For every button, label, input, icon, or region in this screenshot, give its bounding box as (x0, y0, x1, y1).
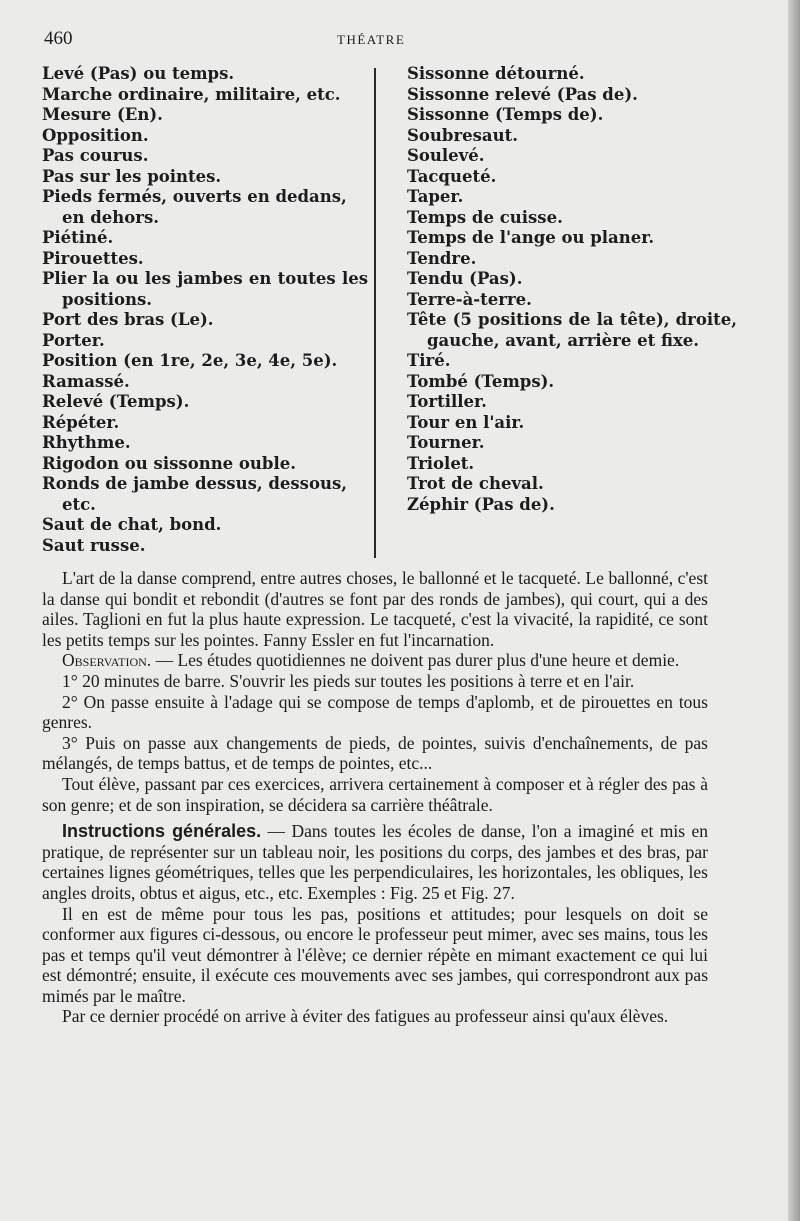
term-item: Temps de cuisse. (407, 207, 563, 227)
term-item: Levé (Pas) ou temps. (42, 64, 235, 83)
instructions-text: — Dans toutes les écoles de danse, l'on a imaginé et mis en pratique, de représenter sur un tableau noir, les positions du corps, des jambes et des bras, par certaines lignes géométriques, telles que les perpendiculaires, les horizontales, les obliques, les angles droits, obtus et aigus, etc., etc. Exemples : Fig. 25 et Fig. 27. (42, 821, 708, 903)
observation-text: — Les études quotidiennes ne doivent pas durer plus d'une heure et demie. (151, 650, 680, 671)
term-item: Piétiné. (42, 228, 114, 247)
term-item: Relevé (Temps). (42, 392, 190, 411)
term-item: Pirouettes. (42, 248, 144, 268)
term-columns (0, 64, 790, 558)
observation-label: Observation. (62, 650, 152, 671)
term-item: Pieds fermés, ouverts en dedans, en dehors. (42, 187, 347, 227)
left-term-list (42, 64, 368, 556)
paragraph-instructions (42, 821, 708, 903)
term-item: Saut russe. (42, 535, 146, 555)
term-item: Zéphir (Pas de). (407, 494, 555, 514)
term-item: Tortiller. (407, 392, 487, 411)
term-item: Tête (5 positions de la tête), droite, gauche, avant, arrière et fixe. (407, 310, 737, 350)
term-item: Soulevé. (407, 146, 485, 165)
term-item: Rhythme. (42, 433, 131, 452)
term-item: Saut de chat, bond. (42, 515, 222, 534)
term-item: Sissonne (Temps de). (407, 105, 604, 124)
running-title: THÉATRE (337, 32, 406, 47)
term-item: Tiré. (407, 351, 451, 370)
term-item: Rigodon ou sissonne ouble. (42, 453, 296, 473)
term-item: Tourner. (407, 433, 485, 452)
term-item: Répéter. (42, 412, 120, 432)
page-header (0, 28, 790, 52)
paragraph-career: Tout élève, passant par ces exercices, arrivera certainement à composer et à régler des pas à son genre; et de son inspiration, se décidera sa carrière théâtrale. (42, 773, 708, 815)
term-item: Mesure (En). (42, 105, 163, 124)
paragraph-observation (42, 650, 708, 671)
page-number: 460 (44, 28, 73, 49)
body-text (42, 568, 708, 1027)
paragraph-step-1: 1° 20 minutes de barre. S'ouvrir les pieds sur toutes les positions à terre et en l'air. (62, 670, 635, 691)
term-item: Tombé (Temps). (407, 371, 555, 391)
term-item: Marche ordinaire, militaire, etc. (42, 84, 341, 104)
term-item: Tendre. (407, 248, 477, 268)
paragraph-step-3: 3° Puis on passe aux changements de pieds, de pointes, suivis d'enchaînements, de pas mélangés, de temps battus, et de temps de pointes, etc... (42, 732, 708, 774)
term-item: Tacqueté. (407, 166, 497, 186)
term-item: Tour en l'air. (407, 412, 525, 432)
term-item: Opposition. (42, 125, 149, 145)
paragraph-art-of-dance: L'art de la danse comprend, entre autres choses, le ballonné et le tacqueté. Le ballonné, c'est la danse qui bondit et rebondit (d'autres se font par des ronds de jambes), qui court, qui a des ailes. Taglioni en fut la plus haute expression. Le tacqueté, c'est la vivacité, la rapidité, ce sont les petits temps sur les pointes. Fanny Essler en fut l'incarnation. (42, 568, 708, 650)
term-item: Terre-à-terre. (407, 289, 532, 309)
term-item: Sissonne détourné. (407, 64, 585, 83)
term-item: Position (en 1re, 2e, 3e, 4e, 5e). (42, 351, 338, 370)
page-edge (788, 0, 800, 1221)
term-item: Pas sur les pointes. (42, 166, 222, 186)
paragraph-conclusion: Par ce dernier procédé on arrive à éviter des fatigues au professeur ainsi qu'aux élèves. (62, 1006, 669, 1027)
term-item: Trot de cheval. (407, 474, 544, 493)
term-item: Plier la ou les jambes en toutes les positions. (42, 269, 368, 309)
section-heading: Instructions générales. (62, 821, 262, 842)
term-item: Port des bras (Le). (42, 310, 214, 329)
term-item: Sissonne relevé (Pas de). (407, 84, 638, 104)
term-item: Ramassé. (42, 371, 130, 391)
term-item: Soubresaut. (407, 125, 518, 145)
term-item: Ronds de jambe dessus, dessous, etc. (42, 474, 348, 514)
right-term-list (407, 64, 737, 515)
term-item: Porter. (42, 330, 105, 350)
term-item: Taper. (407, 187, 464, 206)
term-item: Triolet. (407, 453, 475, 473)
column-divider (374, 68, 376, 558)
term-item: Pas courus. (42, 146, 149, 165)
paragraph-mime: Il en est de même pour tous les pas, positions et attitudes; pour lesquels on doit se conformer aux figures ci-dessous, ou encore le professeur peut mimer, avec ses mains, tous les pas et temps qu'il veut démontrer à l'élève; ce dernier répète en mimant exactement ce qui lui est démontré; ensuite, il exécute ces mouvements avec ses jambes, qui correspondront aux pas mimés par le maître. (42, 903, 708, 1006)
term-item: Tendu (Pas). (407, 269, 523, 288)
paragraph-step-2: 2° On passe ensuite à l'adage qui se compose de temps d'aplomb, et de pirouettes en tous genres. (42, 691, 708, 733)
term-item: Temps de l'ange ou planer. (407, 228, 655, 247)
